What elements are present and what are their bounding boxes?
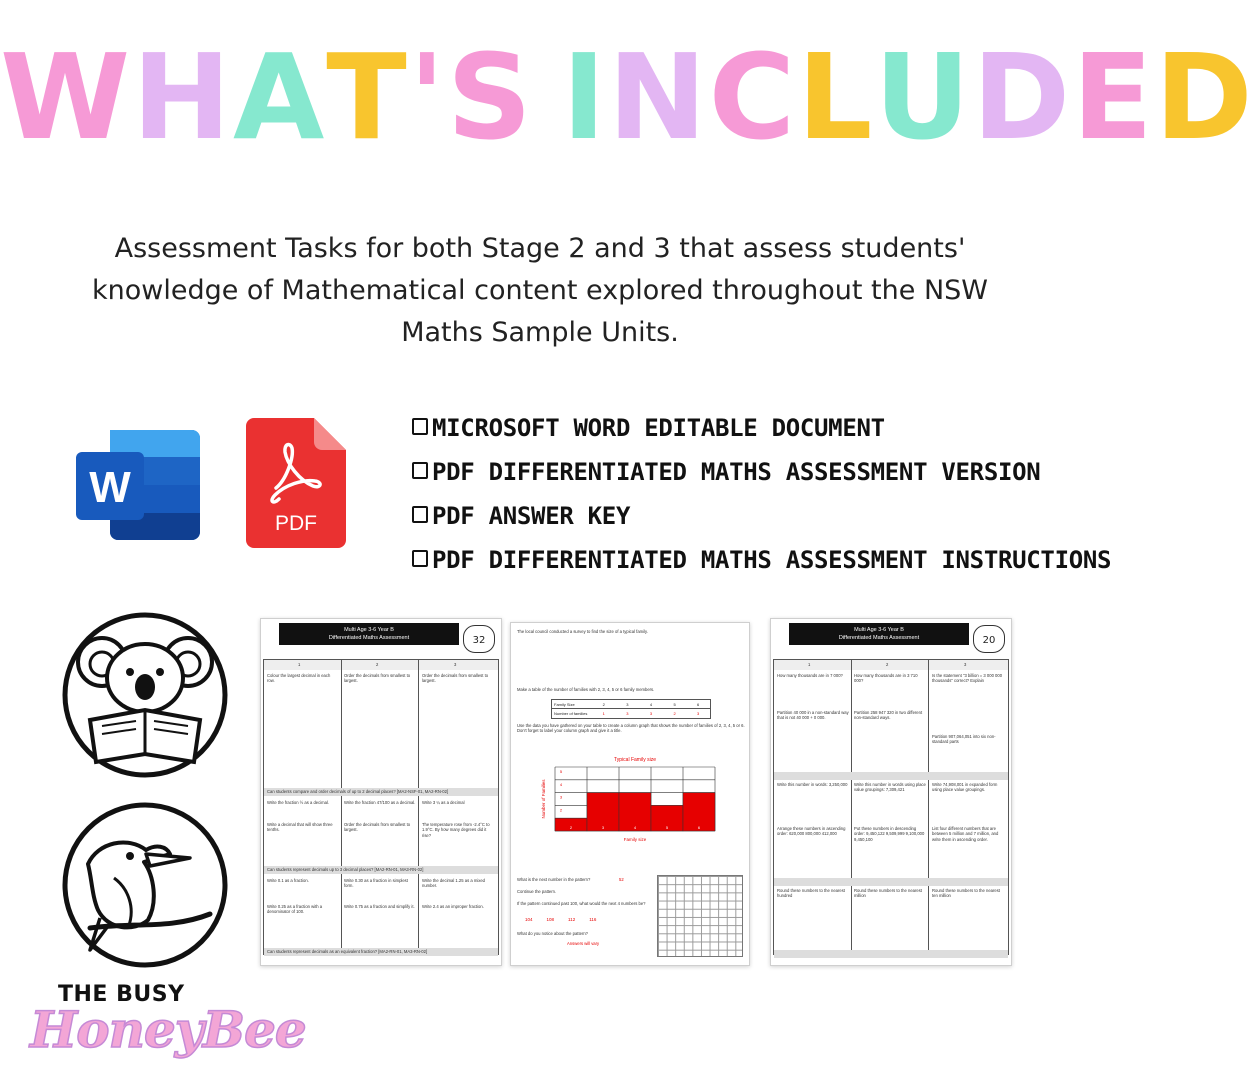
hundreds-grid xyxy=(657,875,743,957)
assessment-preview-2 xyxy=(510,622,750,966)
checklist-item xyxy=(412,494,1052,538)
table-cell: 2 xyxy=(602,701,605,707)
title-letter: E xyxy=(1072,28,1155,166)
bar-label: 6 xyxy=(697,825,701,830)
kookaburra-icon xyxy=(60,800,230,970)
task-text: Arrange these numbers in ascending order: 620,000 800,000 412,000 xyxy=(777,826,846,837)
page-number-badge: 20 xyxy=(973,625,1005,653)
assessment-grid xyxy=(773,659,1009,955)
task-text: Continue the pattern. xyxy=(517,889,557,894)
column-head: 1 xyxy=(298,662,301,667)
checklist-item-label: PDF DIFFERENTIATED MATHS ASSESSMENT INSTRUCTIONS xyxy=(432,546,1112,574)
page-number-badge: 32 xyxy=(463,625,495,653)
task-text: Colour the largest decimal in each row. xyxy=(267,673,331,684)
table-cell: 3 xyxy=(697,711,700,716)
answer-text: 112 xyxy=(568,917,576,922)
title-letter: A xyxy=(232,28,327,166)
task-text: Write the fraction 47/100 as a decimal. xyxy=(344,800,416,805)
task-text: Write 3 ¼ as a decimal xyxy=(422,800,465,805)
column-head: 1 xyxy=(808,662,811,667)
title-letter: H xyxy=(132,28,233,166)
task-text: What do you notice about the pattern? xyxy=(517,931,589,936)
task-text: The local council conducted a survey to find the size of a typical family. xyxy=(517,629,648,634)
table-header: Family Size xyxy=(554,701,575,707)
task-text: Write the fraction ½ as a decimal. xyxy=(267,800,330,805)
task-text: Write 0.1 as a fraction. xyxy=(267,878,309,883)
logo-main-text: HoneyBee xyxy=(30,1000,306,1059)
checkbox-icon xyxy=(412,462,428,479)
table-cell: 1 xyxy=(602,711,605,716)
checkbox-icon xyxy=(412,506,428,523)
title-letter: D xyxy=(972,28,1073,166)
microsoft-word-icon xyxy=(76,430,200,540)
task-text: Write 74,908,001 in expanded form using place value groupings. xyxy=(932,782,998,793)
task-text: How many thousands are in 7 000? xyxy=(777,673,843,678)
logo-top-text: THE BUSY xyxy=(58,982,185,1007)
description-text: Assessment Tasks for both Stage 2 and 3 that assess students' knowledge of Mathematical content explored throughout the NSW Maths Sample Units. xyxy=(92,233,988,348)
title-letter: L xyxy=(797,28,875,166)
task-text: Write this number in words: 3,250,000 xyxy=(777,782,848,787)
task-text: Write the decimal 1.25 as a mixed number. xyxy=(422,878,485,889)
answer-text: 52 xyxy=(619,877,624,882)
task-text: Round these numbers to the nearest hundred xyxy=(777,888,845,899)
column-head: 3 xyxy=(964,662,967,667)
y-tick-label: 2 xyxy=(559,807,563,813)
task-text: List four different numbers that are between 5 million and 7 million, and write them in ascending order. xyxy=(932,826,999,842)
task-text: How many thousands are in 3 710 000? xyxy=(854,673,918,684)
table-cell: 3 xyxy=(649,711,653,716)
x-axis-label: Family size xyxy=(623,837,647,842)
y-tick-label: 4 xyxy=(559,781,563,787)
task-text: Order the decimals from smallest to largest. xyxy=(344,822,411,833)
family-size-table xyxy=(551,699,711,719)
y-tick-label: 5 xyxy=(559,769,563,774)
preview-header: Multi Age 3-6 Year B Differentiated Maths Assessment xyxy=(279,623,459,645)
criteria-text: Can students represent decimals as an equivalent fraction? [MA2-RN-01, MA3-RN-02] xyxy=(267,949,428,954)
table-cell: 5 xyxy=(673,701,676,707)
table-cell: 6 xyxy=(697,701,700,707)
checkbox-icon xyxy=(412,550,428,567)
task-text: Write 2.4 as an improper fraction. xyxy=(422,904,484,909)
checklist-item xyxy=(412,538,1112,582)
title-letter: U xyxy=(874,28,973,166)
task-text: The temperature rose from -2.4°C to 1.9°C. By how many degrees did it rise? xyxy=(422,822,490,838)
column-head: 2 xyxy=(376,662,379,667)
title-letter: N xyxy=(607,28,709,166)
task-text: Order the decimals from smallest to largest. xyxy=(344,673,411,684)
table-cell: 3 xyxy=(626,711,629,716)
task-text: Partition 907,064,051 into six non-standard parts xyxy=(932,734,996,745)
title-letter: T xyxy=(326,28,409,166)
preview-header: Multi Age 3-6 Year B Differentiated Maths Assessment xyxy=(789,623,969,645)
title-letter: ' xyxy=(408,28,447,166)
task-text: Make a table of the number of families with 2, 3, 4, 5 or 6 family members. xyxy=(517,687,655,692)
column-head: 3 xyxy=(454,662,457,667)
checklist-item-label: PDF DIFFERENTIATED MATHS ASSESSMENT VERSION xyxy=(432,458,1041,486)
family-size-chart xyxy=(525,753,735,843)
answer-text: Answers will vary xyxy=(567,941,600,946)
word-letter: W xyxy=(89,463,131,512)
task-text: What is the next number in the pattern? xyxy=(517,877,591,882)
task-text: Write 0.75 as a fraction and simplify it. xyxy=(344,904,415,909)
task-text: If the pattern continued past 100, what would the next 4 numbers be? xyxy=(517,901,646,906)
criteria-text: Can students represent decimals up to 3 decimal places? [MA2-RN-01, MA3-RN-02] xyxy=(267,867,424,872)
checklist-item xyxy=(412,450,1052,494)
task-text: Write 0.30 as a fraction in simplest form. xyxy=(344,878,408,889)
y-tick-label: 1 xyxy=(559,820,563,826)
koala-reading-icon xyxy=(60,610,230,780)
bar-label: 3 xyxy=(601,825,605,830)
task-text: Round these numbers to the nearest ten million xyxy=(932,888,1000,899)
task-text: Round these numbers to the nearest million xyxy=(854,888,922,899)
task-text: Use the data you have gathered on your table to create a column graph that shows the number of families of 2, 3, 4, 5 or 6. Don't forget to label your column graph and give it a title. xyxy=(517,723,745,734)
answer-text: 108 xyxy=(546,917,555,922)
pdf-label: PDF xyxy=(275,512,317,535)
task-text: Write a decimal that will show three tenths. xyxy=(267,822,333,833)
answer-text: 104 xyxy=(525,917,533,922)
included-checklist xyxy=(412,406,1112,582)
bar-label: 2 xyxy=(569,825,573,830)
answer-text: 116 xyxy=(589,917,597,922)
assessment-preview-1 xyxy=(260,618,502,966)
table-header: Number of families xyxy=(554,711,588,716)
checklist-item-label: PDF ANSWER KEY xyxy=(432,502,631,530)
y-tick-label: 3 xyxy=(559,794,563,800)
title-letter xyxy=(534,38,562,156)
title-letter: D xyxy=(1154,28,1255,166)
y-axis-label: Number of Families xyxy=(541,779,546,819)
task-text: Put these numbers in descending order: 9,450,122 9,509,999 9,100,000 9,450,100 xyxy=(854,826,925,842)
task-text: Order the decimals from smallest to largest. xyxy=(422,673,489,684)
task-text: Write this number in words using place value groupings: 7,309,421 xyxy=(854,782,926,793)
criteria-text: Can students compare and order decimals of up to 2 decimal places? [MA2-NSF-01, MA2-RN-02] xyxy=(267,789,449,794)
title-letter: W xyxy=(0,28,133,166)
assessment-grid xyxy=(263,659,499,955)
task-text: Partition 40 000 in a non-standard way that is not 40 000 + 0 000. xyxy=(777,710,849,721)
title-letter: I xyxy=(561,28,608,166)
pattern-answers xyxy=(525,917,596,922)
task-text: Write 0.25 as a fraction with a denominator of 100. xyxy=(267,904,323,915)
bar-label: 5 xyxy=(665,825,669,830)
table-cell: 4 xyxy=(649,701,653,707)
bar-label: 4 xyxy=(633,825,637,830)
page-title xyxy=(0,28,1255,166)
checkbox-icon xyxy=(412,418,428,435)
checklist-item xyxy=(412,406,1052,450)
assessment-preview-3 xyxy=(770,618,1012,966)
busy-honey-bee-logo xyxy=(30,982,306,1072)
title-letter: C xyxy=(708,28,798,166)
checklist-item-label: MICROSOFT WORD EDITABLE DOCUMENT xyxy=(432,414,885,442)
column-head: 2 xyxy=(886,662,889,667)
title-letter: S xyxy=(446,28,534,166)
chart-title: Typical Family size xyxy=(614,757,656,763)
pdf-file-icon xyxy=(246,418,346,548)
table-cell: 2 xyxy=(673,711,676,716)
task-text: Is the statement "3 billion = 3 000 000 thousands" correct? Explain xyxy=(932,673,1003,684)
task-text: Partition 258 947 320 in two different non-standard ways. xyxy=(854,710,923,721)
table-cell: 3 xyxy=(626,701,629,707)
